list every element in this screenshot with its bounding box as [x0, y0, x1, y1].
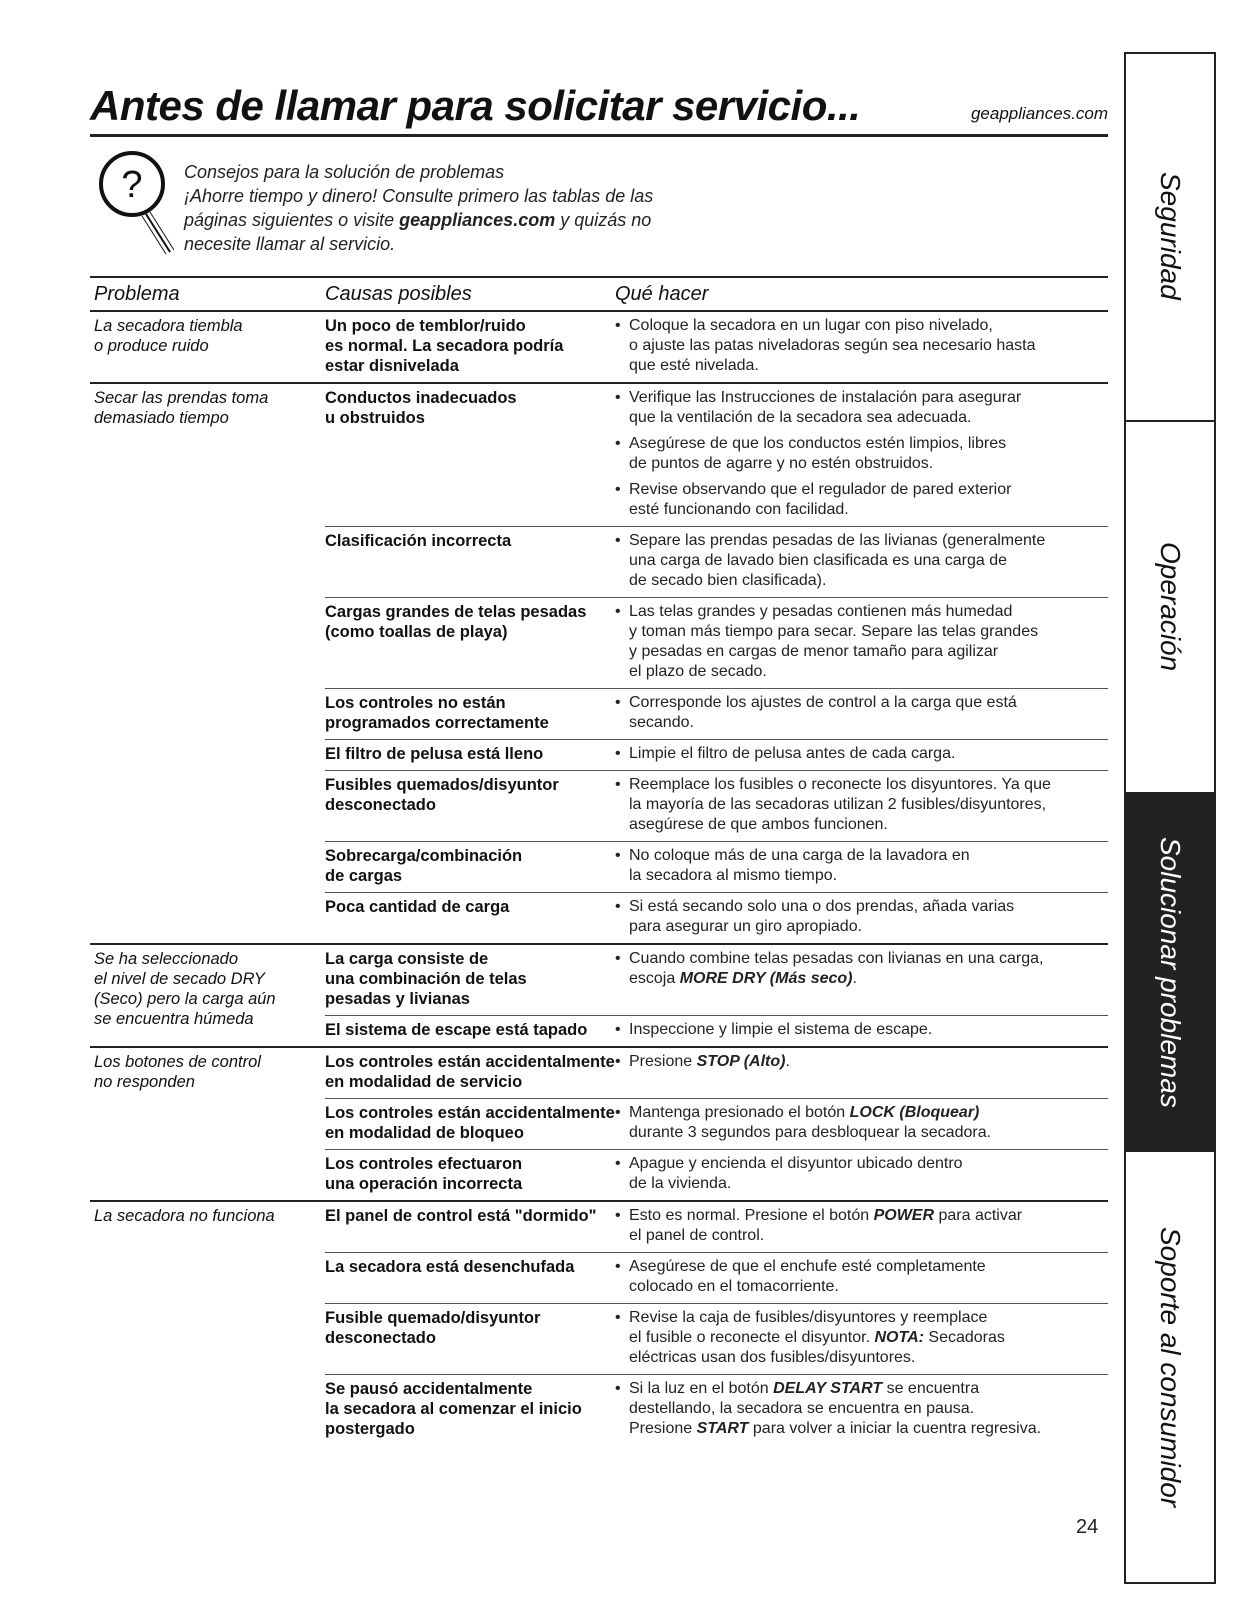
table-row — [325, 597, 1108, 688]
table-row — [325, 739, 1108, 770]
fix-cell — [615, 602, 1108, 682]
website-link[interactable]: geappliances.com — [970, 104, 1108, 123]
fix-item: • Corresponde los ajustes de control a la carga que está secando. — [615, 694, 1017, 731]
fix-cell — [615, 531, 1108, 591]
bullet-icon: • — [615, 481, 621, 498]
fix-item: • Cuando combine telas pesadas con livianas en una carga, escoja MORE DRY (Más seco). — [615, 950, 1044, 987]
problem-group — [90, 1046, 1108, 1200]
bullet-icon: • — [615, 847, 621, 864]
header-problema: Problema — [94, 282, 180, 305]
table-row — [325, 841, 1108, 892]
cause-cell: Los controles están accidentalmente en modalidad de servicio — [325, 1053, 615, 1091]
problem-label: Se ha seleccionado el nivel de secado DRY (Seco) pero la carga aún se encuentra húmeda — [94, 950, 276, 1028]
problem-label: Secar las prendas toma demasiado tiempo — [94, 389, 269, 427]
cause-cell: Cargas grandes de telas pesadas (como toallas de playa) — [325, 603, 587, 641]
troubleshooting-table — [90, 276, 1108, 1445]
fix-cell — [615, 1379, 1108, 1439]
bullet-icon: • — [615, 1021, 621, 1038]
table-row — [325, 945, 1108, 1015]
problem-group — [90, 382, 1108, 943]
table-row — [325, 1252, 1108, 1303]
fix-cell — [615, 388, 1108, 520]
bullet-icon: • — [615, 435, 621, 452]
fix-item: • Asegúrese de que el enchufe esté completamente colocado en el tomacorriente. — [615, 1258, 986, 1295]
fix-cell — [615, 1020, 1108, 1040]
problem-label: Los botones de control no responden — [94, 1053, 261, 1091]
bullet-icon: • — [615, 1258, 621, 1275]
bullet-icon: • — [615, 745, 621, 762]
tab-operacion[interactable]: Operación — [1155, 542, 1186, 672]
fix-cell — [615, 744, 1108, 764]
fix-item: • Apague y encienda el disyuntor ubicado dentro de la vivienda. — [615, 1155, 963, 1192]
fix-item: • Si la luz en el botón DELAY START se encuentra destellando, la secadora se encuentra en pausa. Presione START para volver a iniciar la cuentra regresiva. — [615, 1380, 1042, 1437]
cause-cell: Conductos inadecuados u obstruidos — [325, 389, 517, 427]
fix-item: • Reemplace los fusibles o reconecte los disyuntores. Ya que la mayoría de las secadoras utilizan 2 fusibles/disyuntores, asegúrese de que ambos funcionen. — [615, 776, 1051, 833]
cause-cell: Sobrecarga/combinación de cargas — [325, 847, 523, 885]
bullet-icon: • — [615, 317, 621, 334]
table-row — [325, 1048, 1108, 1098]
table-row — [325, 892, 1108, 943]
fix-cell — [615, 1257, 1108, 1297]
fix-cell — [615, 693, 1108, 733]
table-row — [325, 526, 1108, 597]
fix-item: • No coloque más de una carga de la lavadora en la secadora al mismo tiempo. — [615, 847, 970, 884]
bullet-icon: • — [615, 1053, 621, 1070]
table-row — [325, 312, 1108, 382]
fix-item: • Verifique las Instrucciones de instalación para asegurar que la ventilación de la secadora sea adecuada. — [615, 389, 1022, 426]
table-row — [325, 688, 1108, 739]
cause-cell: La carga consiste de una combinación de telas pesadas y livianas — [325, 950, 527, 1008]
tips-website-link[interactable]: geappliances.com — [399, 210, 556, 230]
problem-label: La secadora tiembla o produce ruido — [94, 317, 243, 355]
tab-solucionar-problemas[interactable]: Solucionar problemas — [1126, 792, 1214, 1152]
table-body — [90, 310, 1108, 1445]
question-mark-icon — [96, 150, 174, 260]
cause-cell: Los controles efectuaron una operación incorrecta — [325, 1155, 523, 1193]
cause-cell: Se pausó accidentalmente la secadora al comenzar el inicio postergado — [325, 1380, 582, 1438]
fix-cell — [615, 846, 1108, 886]
table-row — [325, 1374, 1108, 1445]
table-row — [325, 1202, 1108, 1252]
fix-item: • Si está secando solo una o dos prendas, añada varias para asegurar un giro apropiado. — [615, 898, 1015, 935]
fix-item: • Mantenga presionado el botón LOCK (Bloquear) durante 3 segundos para desbloquear la secadora. — [615, 1104, 992, 1141]
tab-seguridad[interactable]: Seguridad — [1155, 172, 1186, 300]
fix-cell — [615, 1154, 1108, 1194]
troubleshooting-tips — [184, 160, 744, 256]
bullet-icon: • — [615, 532, 621, 549]
table-row — [325, 1303, 1108, 1374]
table-row — [325, 770, 1108, 841]
fix-cell — [615, 316, 1108, 376]
bullet-icon: • — [615, 1309, 621, 1326]
problem-group — [90, 1200, 1108, 1445]
tips-line: páginas siguientes o visite geappliances.com y quizás no — [184, 210, 652, 230]
page-title: Antes de llamar para solicitar servicio... — [90, 82, 861, 129]
cause-cell: Fusibles quemados/disyuntor desconectado — [325, 776, 559, 814]
fix-item: • Coloque la secadora en un lugar con piso nivelado, o ajuste las patas niveladoras según sea necesario hasta que esté nivelada. — [615, 317, 1036, 374]
bullet-icon: • — [615, 389, 621, 406]
fix-cell — [615, 897, 1108, 937]
bullet-icon: • — [615, 1207, 621, 1224]
problem-label: La secadora no funciona — [94, 1207, 275, 1225]
bullet-icon: • — [615, 1380, 621, 1397]
cause-cell: Fusible quemado/disyuntor desconectado — [325, 1309, 541, 1347]
fix-item: • Esto es normal. Presione el botón POWER para activar el panel de control. — [615, 1207, 1023, 1244]
table-row — [325, 1098, 1108, 1149]
fix-cell — [615, 1052, 1108, 1092]
fix-cell — [615, 1206, 1108, 1246]
tips-line: necesite llamar al servicio. — [184, 234, 396, 254]
table-row — [325, 1149, 1108, 1200]
cause-cell: La secadora está desenchufada — [325, 1258, 575, 1276]
cause-cell: El panel de control está "dormido" — [325, 1207, 597, 1225]
tips-line: Consejos para la solución de problemas — [184, 162, 505, 182]
cause-cell: El filtro de pelusa está lleno — [325, 745, 544, 763]
fix-cell — [615, 949, 1108, 1009]
fix-item: • Asegúrese de que los conductos estén limpios, libres de puntos de agarre y no estén obstruidos. — [615, 435, 1007, 472]
problem-group — [90, 310, 1108, 382]
svg-text:?: ? — [121, 164, 143, 206]
cause-cell: Los controles no están programados correctamente — [325, 694, 549, 732]
fix-item: • Inspeccione y limpie el sistema de escape. — [615, 1021, 933, 1038]
fix-cell — [615, 775, 1108, 835]
title-divider — [90, 134, 1108, 137]
bullet-icon: • — [615, 776, 621, 793]
problem-group — [90, 943, 1108, 1046]
fix-cell — [615, 1103, 1108, 1143]
bullet-icon: • — [615, 898, 621, 915]
bullet-icon: • — [615, 694, 621, 711]
table-row — [325, 384, 1108, 526]
bullet-icon: • — [615, 1155, 621, 1172]
cause-cell: El sistema de escape está tapado — [325, 1021, 588, 1039]
fix-item: • Separe las prendas pesadas de las livianas (generalmente una carga de lavado bien clasificada es una carga de de secado bien clasificada). — [615, 532, 1046, 589]
fix-item: • Revise la caja de fusibles/disyuntores y reemplace el fusible o reconecte el disyuntor. NOTA: Secadoras eléctricas usan dos fusibles/disyuntores. — [615, 1309, 1005, 1366]
tab-soporte-consumidor[interactable]: Soporte al consumidor — [1155, 1226, 1186, 1508]
cause-cell: Un poco de temblor/ruido es normal. La secadora podría estar disnivelada — [325, 317, 564, 375]
cause-cell: Clasificación incorrecta — [325, 532, 512, 550]
cause-cell: Los controles están accidentalmente en modalidad de bloqueo — [325, 1104, 615, 1142]
bullet-icon: • — [615, 1104, 621, 1121]
table-header — [90, 278, 1108, 310]
fix-item: • Las telas grandes y pesadas contienen más humedad y toman más tiempo para secar. Separe las telas grandes y pesadas en cargas de menor tamaño para agilizar el plazo de secado. — [615, 603, 1039, 680]
fix-item: • Presione STOP (Alto). — [615, 1053, 790, 1070]
fix-item: • Limpie el filtro de pelusa antes de cada carga. — [615, 745, 956, 762]
table-row — [325, 1015, 1108, 1046]
page-number: 24 — [1076, 1516, 1099, 1538]
header-que-hacer: Qué hacer — [615, 282, 709, 305]
fix-item: • Revise observando que el regulador de pared exterior esté funcionando con facilidad. — [615, 481, 1012, 518]
bullet-icon: • — [615, 603, 621, 620]
header-causas: Causas posibles — [325, 282, 472, 305]
section-sidebar — [1124, 52, 1216, 1584]
bullet-icon: • — [615, 950, 621, 967]
cause-cell: Poca cantidad de carga — [325, 898, 510, 916]
tips-line: ¡Ahorre tiempo y dinero! Consulte primero las tablas de las — [184, 186, 654, 206]
fix-cell — [615, 1308, 1108, 1368]
